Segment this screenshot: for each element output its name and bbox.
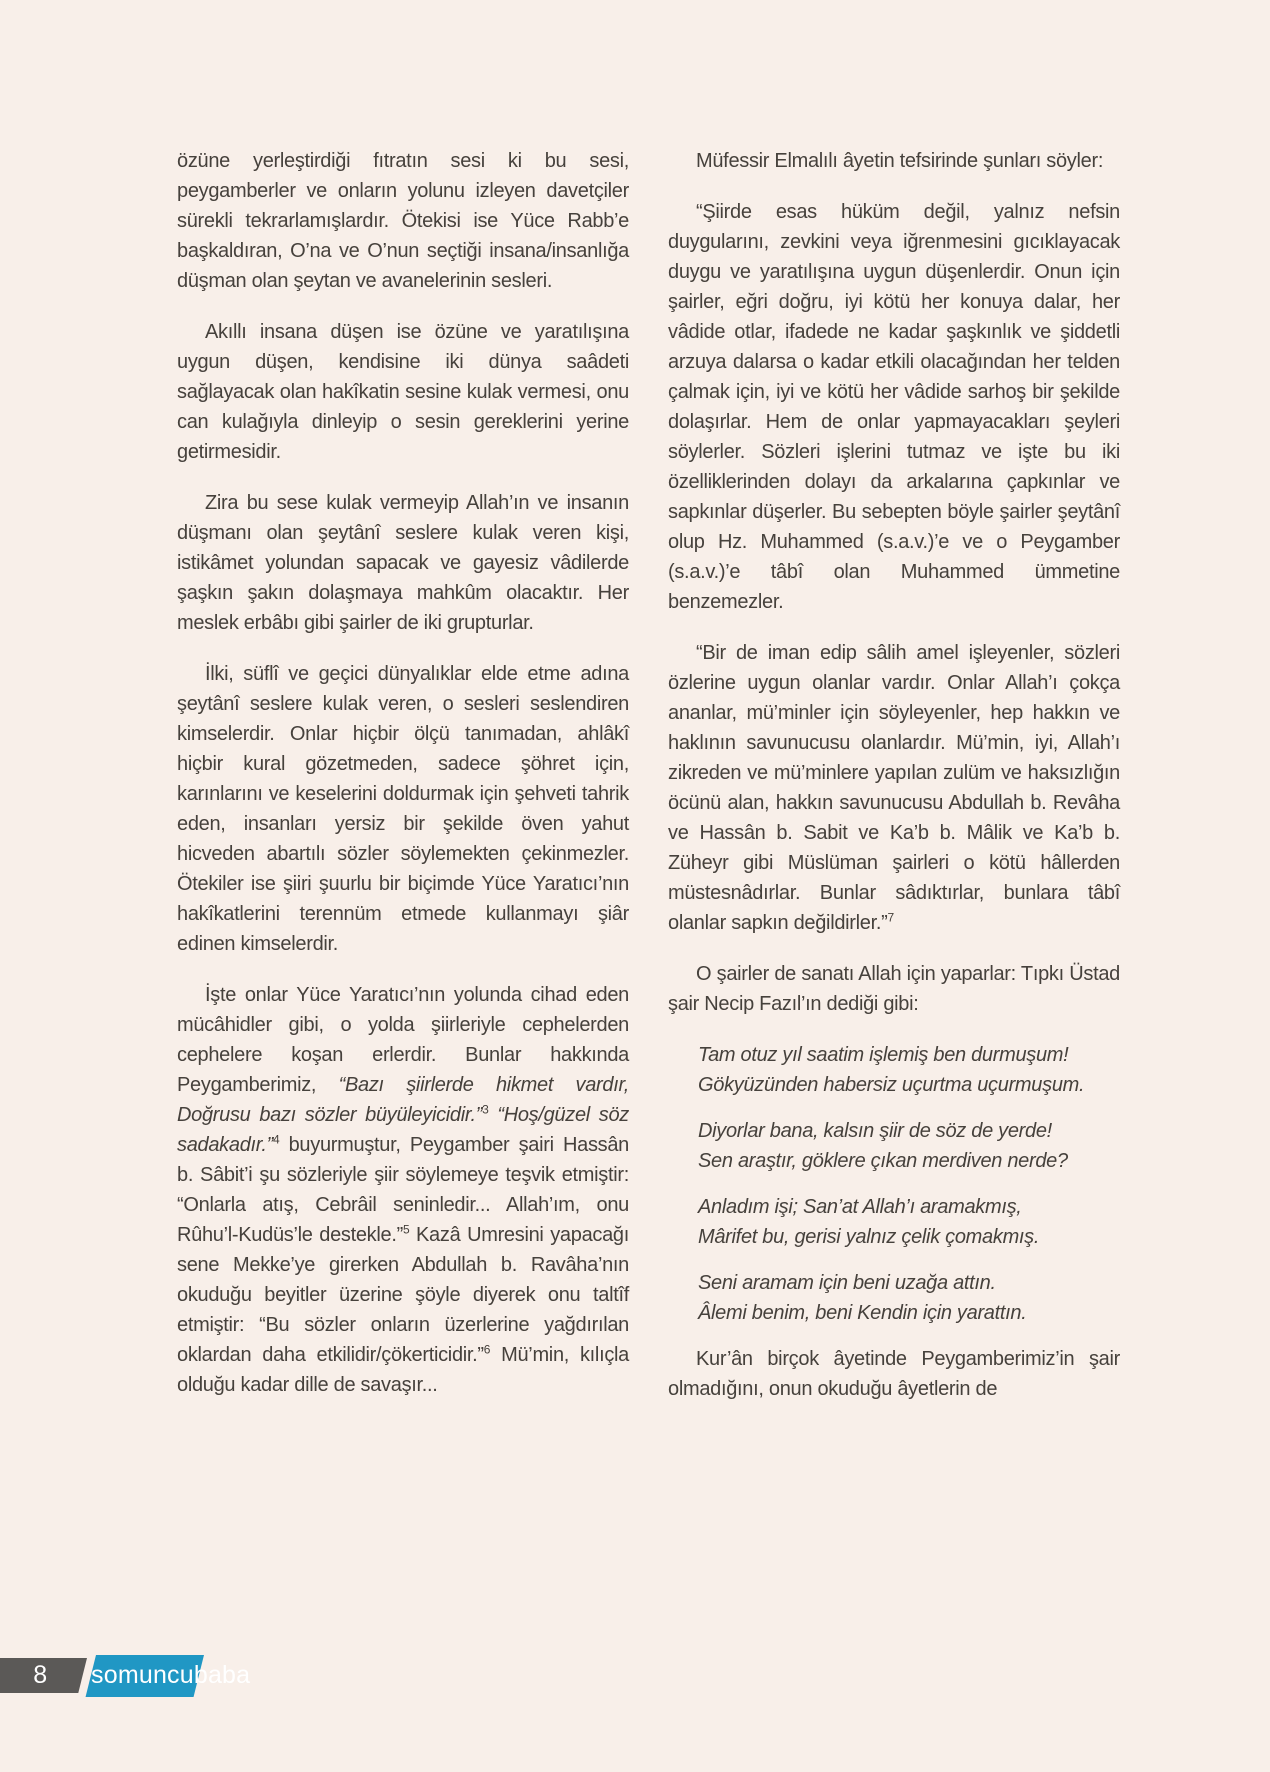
poem-line: Sen araştır, göklere çıkan merdiven nerde? (698, 1150, 1068, 1172)
left-text-column (177, 146, 629, 1421)
poem-line: Tam otuz yıl saatim işlemiş ben durmuşum! (698, 1044, 1069, 1066)
poem-line: Âlemi benim, beni Kendin için yarattın. (698, 1302, 1027, 1324)
paragraph (177, 980, 629, 1400)
right-text-column (668, 146, 1120, 1425)
quoted-hadith-text: “Bazı şiirlerde hikmet vardır, Doğrusu bazı sözler büyüleyicidir.” (177, 1074, 630, 1126)
poem-line: Diyorlar bana, kalsın şiir de söz de yerde! (698, 1120, 1052, 1142)
body-text: Kazâ Umresini yapacağı sene Mekke’ye girerken Abdullah b. Ravâha’nın okuduğu beyitler üzerine şöyle diyerek onu taltîf etmiştir: “Bu sözler onların üzerlerine yağdırılan oklardan daha etkilidir/çökerticidir.” (177, 1224, 629, 1366)
magazine-logo-text: somuncubaba (91, 1661, 251, 1689)
body-text: Zira bu sese kulak vermeyip Allah’ın ve insanın düşmanı olan şeytânî seslere kulak veren kişi, istikâmet yolundan sapacak ve gayesiz vâdilerde şaşkın şakın dolaşmaya mahkûm olacaktır. Her meslek erbâbı gibi şairler de iki grupturlar. (177, 492, 629, 634)
paragraph (668, 197, 1120, 617)
poem-stanza (698, 1192, 1120, 1252)
poem-line: Gökyüzünden habersiz uçurtma uçurmuşum. (698, 1074, 1085, 1096)
poem-stanza (698, 1268, 1120, 1328)
body-text: Mü’min, kılıçla olduğu kadar dille de savaşır... (177, 1344, 629, 1396)
body-text: “Şiirde esas hüküm değil, yalnız nefsin duygularını, zevkini veya iğrenmesini gıcıklayacak duygu ve yaratılışına uygun düşenlerdir. Onun için şairler, eğri doğru, iyi kötü her konuya dalar, her vâdide otlar, ifadede ne kadar şaşkınlık ve şiddetli arzuya dalarsa o kadar etkili olacağından her telden çalmak için, iyi ve kötü her vâdide sarhoş bir şekilde dolaşırlar. Hem de onlar yapmayacakları şeyleri söylerler. Sözleri işlerini tutmaz ve işte bu iki özelliklerinden dolayı da arkalarına çapkınlar ve sapkınlar düşerler. Bu sebepten böyle şairler şeytânî olup Hz. Muhammed (s.a.v.)’e ve o Peygamber (s.a.v.)’e tâbî olan Muhammed ümmetine benzemezler. (668, 201, 1120, 613)
body-text: “Bir de iman edip sâlih amel işleyenler, sözleri özlerine uygun olanlar vardır. Onlar Allah’ı çokça ananlar, mü’minler için söyleyenler, hep hakkın ve haklının savunucusu olanlardır. Mü’min, iyi, Allah’ı zikreden ve mü’minlere yapılan zulüm ve haksızlığın öcünü alan, hakkın savunucusu Abdullah b. Revâha ve Hassân b. Sabit ve Ka’b b. Mâlik ve Ka’b b. Züheyr gibi Müslüman şairleri o kötü hâllerden müstesnâdırlar. Bunlar sâdıktırlar, bunlara tâbî olanlar sapkın değildirler.” (668, 642, 1120, 934)
quoted-hadith-text: “Hoş/güzel söz sadakadır.” (177, 1104, 629, 1156)
poem-stanza (698, 1116, 1120, 1176)
magazine-logo (86, 1655, 251, 1697)
poem-line: Anladım işi; San’at Allah’ı aramakmış, (698, 1196, 1022, 1218)
body-text: özüne yerleştirdiği fıtratın sesi ki bu sesi, peygamberler ve onların yolunu izleyen davetçiler sürekli tekrarlamışlardır. Ötekisi ise Yüce Rabb’e başkaldıran, O’na ve O’nun seçtiği insana/insanlığa düşman olan şeytan ve avanelerinin sesleri. (177, 150, 629, 292)
body-text: buyurmuştur, Peygamber şairi Hassân b. Sâbit’i şu sözleriyle şiir söylemeye teşvik etmiştir: “Onlarla atış, Cebrâil seninledir... Allah’ım, onu Rûhu’l-Kudüs’le destekle.” (177, 1134, 629, 1246)
page-number-tab (0, 1658, 87, 1693)
paragraph (668, 638, 1120, 938)
poem-line: Mârifet bu, gerisi yalnız çelik çomakmış. (698, 1226, 1040, 1248)
body-text: Kur’ân birçok âyetinde Peygamberimiz’in şair olmadığını, onun okuduğu âyetlerin de (668, 1348, 1120, 1400)
footnote-reference: 6 (483, 1342, 491, 1357)
paragraph (177, 488, 629, 638)
body-text: İlki, süflî ve geçici dünyalıklar elde etme adına şeytânî seslere kulak veren, o sesleri seslendiren kimselerdir. Onlar hiçbir ölçü tanımadan, ahlâkî hiçbir kural gözetmeden, sadece şöhret için, karınlarını ve keselerini doldurmak için şehveti tahrik eden, insanları yersiz bir şekilde öven yahut hicveden abartılı sözler söylemekten çekinmezler. Ötekiler ise şiiri şuurlu bir biçimde Yüce Yaratıcı’nın hakîkatlerini terennüm etmede kullanmayı şiâr edinen kimselerdir. (177, 663, 629, 955)
poem-line: Seni aramam için beni uzağa attın. (698, 1272, 996, 1294)
footnote-reference: 5 (402, 1222, 410, 1237)
body-text: O şairler de sanatı Allah için yaparlar: Tıpkı Üstad şair Necip Fazıl’ın dediği gibi: (668, 963, 1120, 1015)
body-text: Müfessir Elmalılı âyetin tefsirinde şunları söyler: (696, 150, 1104, 172)
page-number: 8 (33, 1661, 48, 1689)
footnote-reference: 4 (273, 1132, 280, 1147)
paragraph (668, 959, 1120, 1019)
footnote-reference: 3 (482, 1102, 489, 1117)
paragraph (177, 146, 629, 296)
body-text: Akıllı insana düşen ise özüne ve yaratılışına uygun düşen, kendisine iki dünya saâdeti sağlayacak olan hakîkatin sesine kulak vermesi, onu can kulağıyla dinleyip o sesin gereklerini yerine getirmesidir. (177, 321, 629, 463)
paragraph (177, 317, 629, 467)
poem-stanza (698, 1040, 1120, 1100)
paragraph (668, 1344, 1120, 1404)
body-text: İşte onlar Yüce Yaratıcı’nın yolunda cihad eden mücâhidler gibi, o yolda şiirleriyle cephelerden cephelere koşan erlerdir. Bunlar hakkında Peygamberimiz, (177, 984, 629, 1096)
paragraph (177, 659, 629, 959)
paragraph (668, 146, 1120, 176)
footnote-reference: 7 (887, 910, 894, 925)
